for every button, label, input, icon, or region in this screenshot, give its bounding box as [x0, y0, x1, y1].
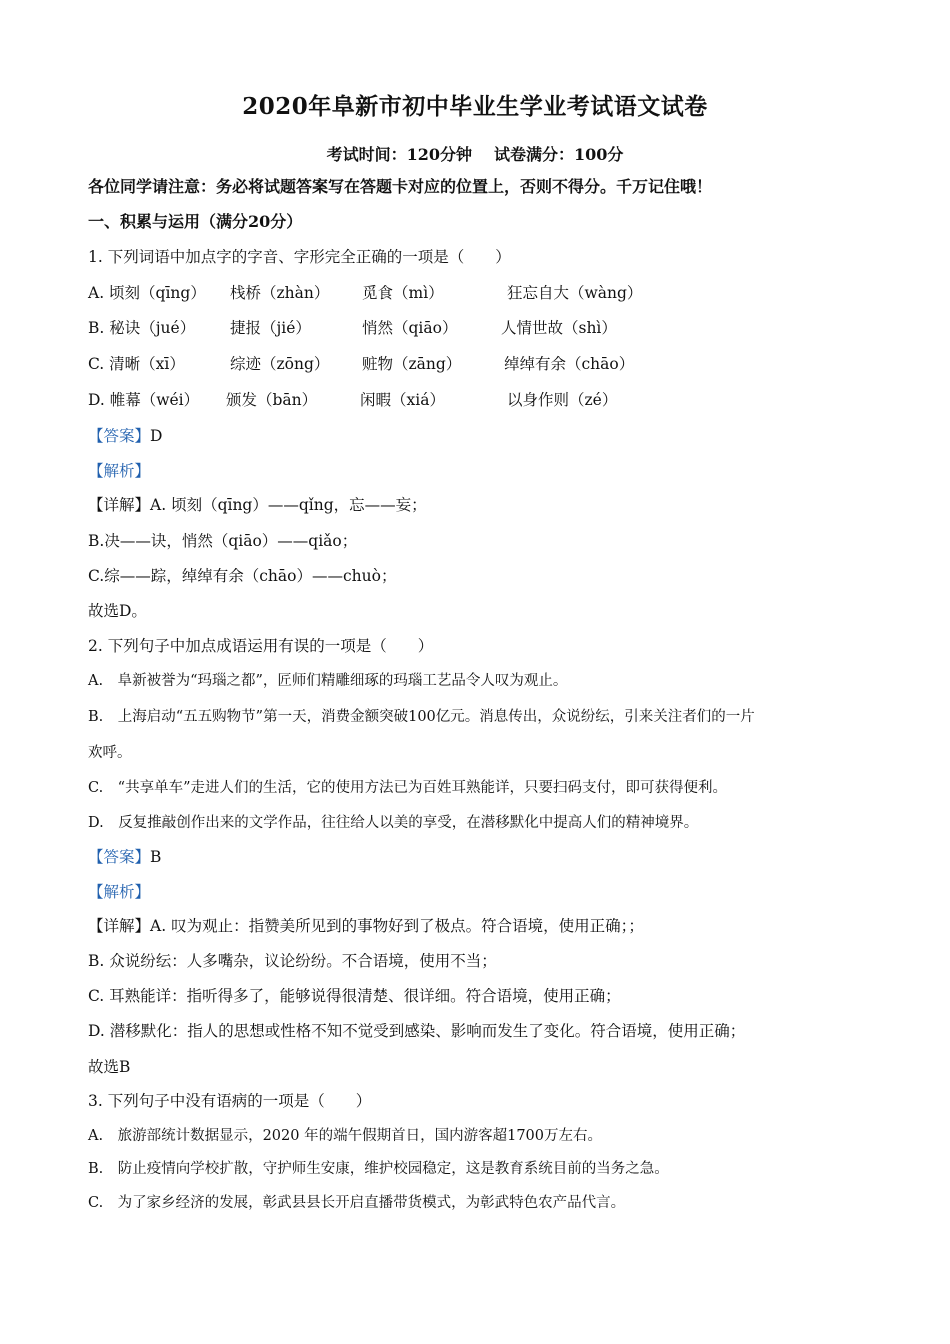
q1-option-c-2: 综迹（zōng）: [230, 355, 330, 373]
q1-option-a-4: 狂忘自大（wàng）: [507, 284, 643, 302]
q2-detail-4: D. 潜移默化：指人的思想或性格不知不觉受到感染、影响而发生了变化。符合语境，使用正确；: [88, 1022, 746, 1040]
exam-info: [0, 142, 950, 165]
page-title: 2020年阜新市初中毕业生学业考试语文试卷: [242, 93, 708, 120]
q1-detail-3: C.综——踪，绰绰有余（chāo）——chuò；: [88, 567, 397, 585]
q2-option-b: B. 上海启动“五五购物节”第一天，消费金额突破100亿元。消息传出，众说纷纭，引来关注者们的一片: [88, 709, 755, 725]
q2-detail-2: B. 众说纷纭：人多嘴杂，议论纷纷。不合语境，使用不当；: [88, 952, 497, 970]
q2-detail-1: [88, 915, 644, 937]
q1-answer: [88, 425, 162, 447]
question-1-stem: 1. 下列词语中加点字的字音、字形完全正确的一项是（ ）: [88, 248, 511, 266]
q1-conclusion: 故选D。: [88, 602, 147, 620]
q1-option-c-3: 赃物（zāng）: [362, 355, 462, 373]
answer-value: B: [150, 848, 162, 866]
q1-option-b-4: 人情世故（shì）: [501, 319, 617, 337]
q2-detail-3: C. 耳熟能详：指听得多了，能够说得很清楚、很详细。符合语境，使用正确；: [88, 987, 621, 1005]
q3-option-b: B. 防止疫情向学校扩散，守护师生安康，维护校园稳定，这是教育系统目前的当务之急。: [88, 1161, 669, 1177]
q1-option-c-4: 绰绰有余（chāo）: [504, 355, 635, 373]
q2-option-c: C. “共享单车”走进人们的生活，它的使用方法已为百姓耳熟能详，只要扫码支付，即可获得便利。: [88, 780, 728, 796]
q2-analysis-label: 【解析】: [88, 883, 151, 901]
q2-option-b-cont: 欢呼。: [88, 745, 132, 761]
answer-label: 【答案】: [88, 848, 151, 866]
detail-text: A. 顷刻（qīng）——qǐng，忘——妄；: [150, 496, 427, 514]
q1-option-d-3: 闲暇（xiá）: [360, 391, 445, 409]
notice: 各位同学请注意：务必将试题答案写在答题卡对应的位置上，否则不得分。千万记住哦！: [88, 177, 713, 196]
exam-time: 考试时间：120分钟: [326, 145, 472, 164]
q2-option-d: D. 反复推敲创作出来的文学作品，往往给人以美的享受，在潜移默化中提高人们的精神境界。: [88, 815, 699, 831]
detail-text: A. 叹为观止：指赞美所见到的事物好到了极点。符合语境，使用正确；；: [150, 917, 644, 935]
q3-option-a: A. 旅游部统计数据显示，2020 年的端午假期首日，国内游客超1700万左右。: [88, 1128, 602, 1144]
q2-answer: [88, 846, 161, 868]
question-2-stem: 2. 下列句子中加点成语运用有误的一项是（ ）: [88, 637, 434, 655]
q1-option-b-2: 捷报（jié）: [230, 319, 311, 337]
q2-option-a: A. 阜新被誉为“玛瑙之都”，匠师们精雕细琢的玛瑙工艺品令人叹为观止。: [88, 673, 568, 689]
detail-label: 【详解】: [88, 496, 151, 514]
q1-option-d-1: D. 帷幕（wéi）: [88, 391, 200, 409]
q1-option-d-4: 以身作则（zé）: [507, 391, 618, 409]
q1-option-b-1: B. 秘诀（jué）: [88, 319, 196, 337]
exam-score: 试卷满分：100分: [494, 145, 624, 164]
q2-conclusion: 故选B: [88, 1058, 131, 1076]
q1-analysis-label: 【解析】: [88, 462, 151, 480]
q1-detail-1: [88, 494, 427, 516]
q1-option-c-1: C. 清晰（xī）: [88, 355, 185, 373]
q1-option-b-3: 悄然（qiāo）: [362, 319, 458, 337]
q1-option-a-2: 栈桥（zhàn）: [230, 284, 330, 302]
detail-label: 【详解】: [88, 917, 151, 935]
q1-option-d-2: 颁发（bān）: [226, 391, 318, 409]
answer-value: D: [150, 427, 163, 445]
q1-option-a-1: A. 顷刻（qīng）: [88, 284, 206, 302]
q1-detail-2: B.决——诀，悄然（qiāo）——qiǎo；: [88, 532, 358, 550]
q3-option-c: C. 为了家乡经济的发展，彰武县县长开启直播带货模式，为彰武特色农产品代言。: [88, 1195, 626, 1211]
q1-option-a-3: 觅食（mì）: [362, 284, 444, 302]
answer-label: 【答案】: [88, 427, 151, 445]
section-heading: 一、积累与运用（满分20分）: [88, 212, 303, 231]
question-3-stem: 3. 下列句子中没有语病的一项是（ ）: [88, 1092, 372, 1110]
